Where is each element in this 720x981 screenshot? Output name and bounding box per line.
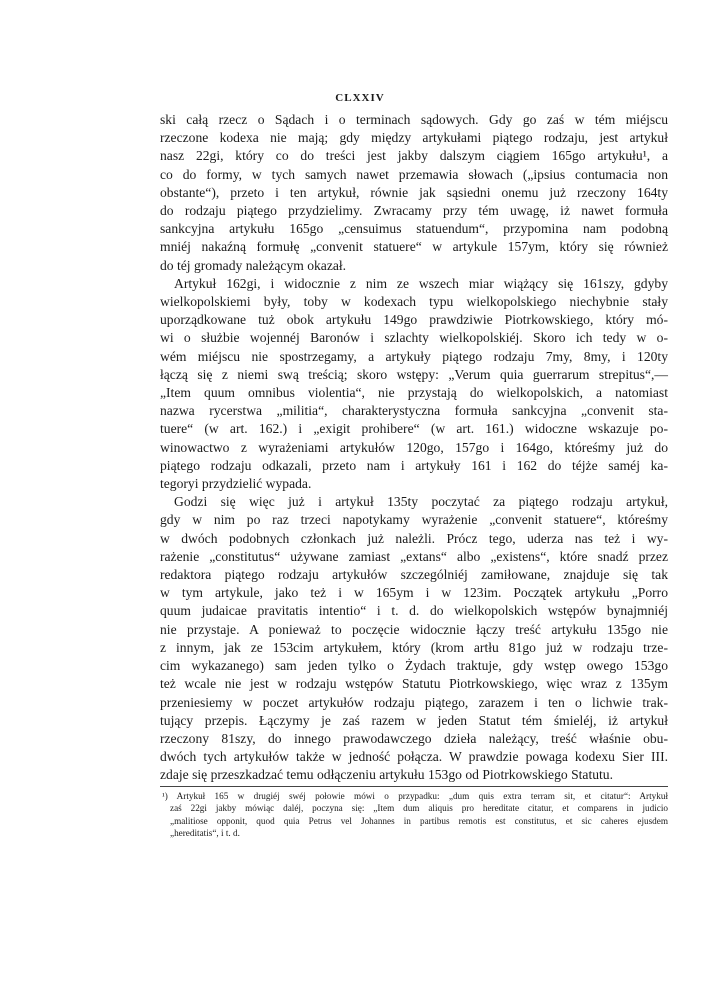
text-line: z innym, jak ze 153cim artykułem, który (krom artłu 81go już w rodzaju trze- bbox=[160, 639, 668, 655]
text-line: winowactwo z wyrażeniami artykułów 120go, 157go i 164go, któreśmy już do bbox=[160, 439, 668, 455]
footnote-line: zaś 22gi jakby mówiąc daléj, poczyna się: „Item dum aliquis pro hereditate citatur, et comparens in judicio bbox=[170, 803, 668, 814]
text-line: przeniesiemy w poczet artykułów rodzaju piątego, zarazem i ten o lichwie trak- bbox=[160, 694, 668, 710]
text-line: quum judaicae pravitatis intentio“ i t. d. do wielkopolskich wstępów bynajmniéj bbox=[160, 603, 668, 619]
text-line: nazwa rycerstwa „militia“, charakterystyczna formuła sankcyjna „convenit sta- bbox=[160, 403, 668, 419]
text-line: mniéj nakaźną formułę „convenit statuere“ w artykule 157ym, który się również bbox=[160, 239, 668, 255]
text-line: też wcale nie jest w rodzaju wstępów Statutu Piotrkowskiego, więc wraz z 135ym bbox=[160, 676, 668, 692]
text-line: tegoryi przydzielić wypada. bbox=[160, 476, 312, 492]
text-line: w dwóch podobnych członkach już należli. Prócz tego, uderza nas też i wy- bbox=[160, 530, 668, 546]
paragraph-2 bbox=[160, 275, 668, 493]
text-line: co do formy, w tych samych nawet przemawia słowach („ipsius contumacia non bbox=[160, 166, 668, 182]
body-text bbox=[160, 111, 668, 785]
text-line: wielkopolskiemi były, toby w kodexach typu wielkopolskiego niechybnie stały bbox=[160, 294, 668, 310]
paragraph-3 bbox=[160, 493, 668, 784]
text-line: ski całą rzecz o Sądach i o terminach sądowych. Gdy go zaś w tém miéjscu bbox=[160, 112, 668, 127]
text-line: redaktora piątego rodzaju artykułów szczególniéj zamiłowane, znajduje się tak bbox=[160, 567, 668, 583]
paragraph-1 bbox=[160, 111, 668, 275]
text-line: dwóch tych artykułów także w jedność połącza. W prawdzie powaga kodexu Sier III. bbox=[160, 749, 668, 765]
text-line: zdaje się przeszkadzać temu odłączeniu artykułu 153go od Piotrkowskiego Statutu. bbox=[160, 767, 613, 783]
text-line: do téj gromady należącym okazał. bbox=[160, 257, 347, 273]
text-line: w tym artykule, jako też i w 165ym i w 123im. Początek artykułu „Porro bbox=[160, 585, 668, 601]
text-line: obstante“), przeto i ten artykuł, równie jak sąsiedni onemu już rzeczony 164ty bbox=[160, 184, 668, 200]
text-line: „Item quum omnibus violentia“, nie przystają do wielkopolskich, a natomiast bbox=[160, 385, 668, 401]
text-line: uporządkowane tuż obok artykułu 149go prawdziwie Piotrkowskiego, który mó- bbox=[160, 312, 668, 328]
text-line: Godzi się więc już i artykuł 135ty poczytać za piątego rodzaju artykuł, bbox=[174, 494, 668, 510]
text-line: łączą się z niemi swą treścią; skoro wstępy: „Verum quia guerrarum strepitus“,— bbox=[160, 366, 668, 382]
text-line: cim wykazanego) sam jeden tylko o Żydach traktuje, gdy wstęp owego 153go bbox=[160, 658, 668, 674]
text-line: wém miéjscu nie spostrzegamy, a artykuły piątego rodzaju 7my, 8my, i 120ty bbox=[160, 348, 668, 364]
footnote-line: ¹) Artykuł 165 w drugiéj swéj połowie mówi o przypadku: „dum quis extra terram sit, et citatur“: Artykuł bbox=[162, 791, 668, 801]
text-line: rzeczone kodexa nie mają; gdy między artykułami piątego rodzaju, jest artykuł bbox=[160, 130, 668, 146]
text-line: gdy w nim po raz trzeci napotykamy wyrażenie „convenit statuere“, któreśmy bbox=[160, 512, 668, 528]
page-number: CLXXIV bbox=[335, 92, 385, 104]
footnote bbox=[162, 790, 668, 840]
text-line: do rodzaju piątego przydzielimy. Zwracamy przy tém uwagę, iż nawet formuła bbox=[160, 203, 668, 219]
footnote-divider bbox=[160, 786, 668, 787]
text-line: rzeczony 81szy, do innego prawodawczego dzieła należący, treść właśnie obu- bbox=[160, 730, 668, 746]
text-line: tuere“ (w art. 162.) i „exigit prohibere“ (w art. 161.) widoczne wskazuje po- bbox=[160, 421, 668, 437]
text-line: piątego rodzaju odkazali, przeto nam i artykuły 161 i 162 do téjże saméj ka- bbox=[160, 457, 668, 473]
text-line: nie przystaje. A ponieważ to poczęcie widocznie łączy treść artykułu 135go nie bbox=[160, 621, 668, 637]
text-line: sankcyjna artykułu 165go „censuimus statuendum“, przypomina nam podobną bbox=[160, 221, 668, 237]
footnote-line: „hereditatis“, i t. d. bbox=[170, 828, 240, 839]
text-line: rażenie „constitutus“ używane zamiast „extans“ albo „existens“, które snadź przez bbox=[160, 548, 668, 564]
text-line: wi o służbie wojennéj Baronów i szlachty wielkopolskiéj. Skoro ich tedy w o- bbox=[160, 330, 668, 346]
text-line: tujący przepis. Łączymy je zaś razem w jeden Statut tém śmieléj, iż artykuł bbox=[160, 712, 668, 728]
text-line: nasz 22gi, który co do treści jest jakby dalszym ciągiem 165go artykułu¹, a bbox=[160, 148, 668, 164]
footnote-line: „malitiose opponit, quod quia Petrus vel Johannes in partibus remotis est constitutus, et sic caheres ejusdem bbox=[170, 815, 668, 826]
text-line: Artykuł 162gi, i widocznie z nim ze wszech miar wiążący się 161szy, gdyby bbox=[174, 275, 668, 291]
